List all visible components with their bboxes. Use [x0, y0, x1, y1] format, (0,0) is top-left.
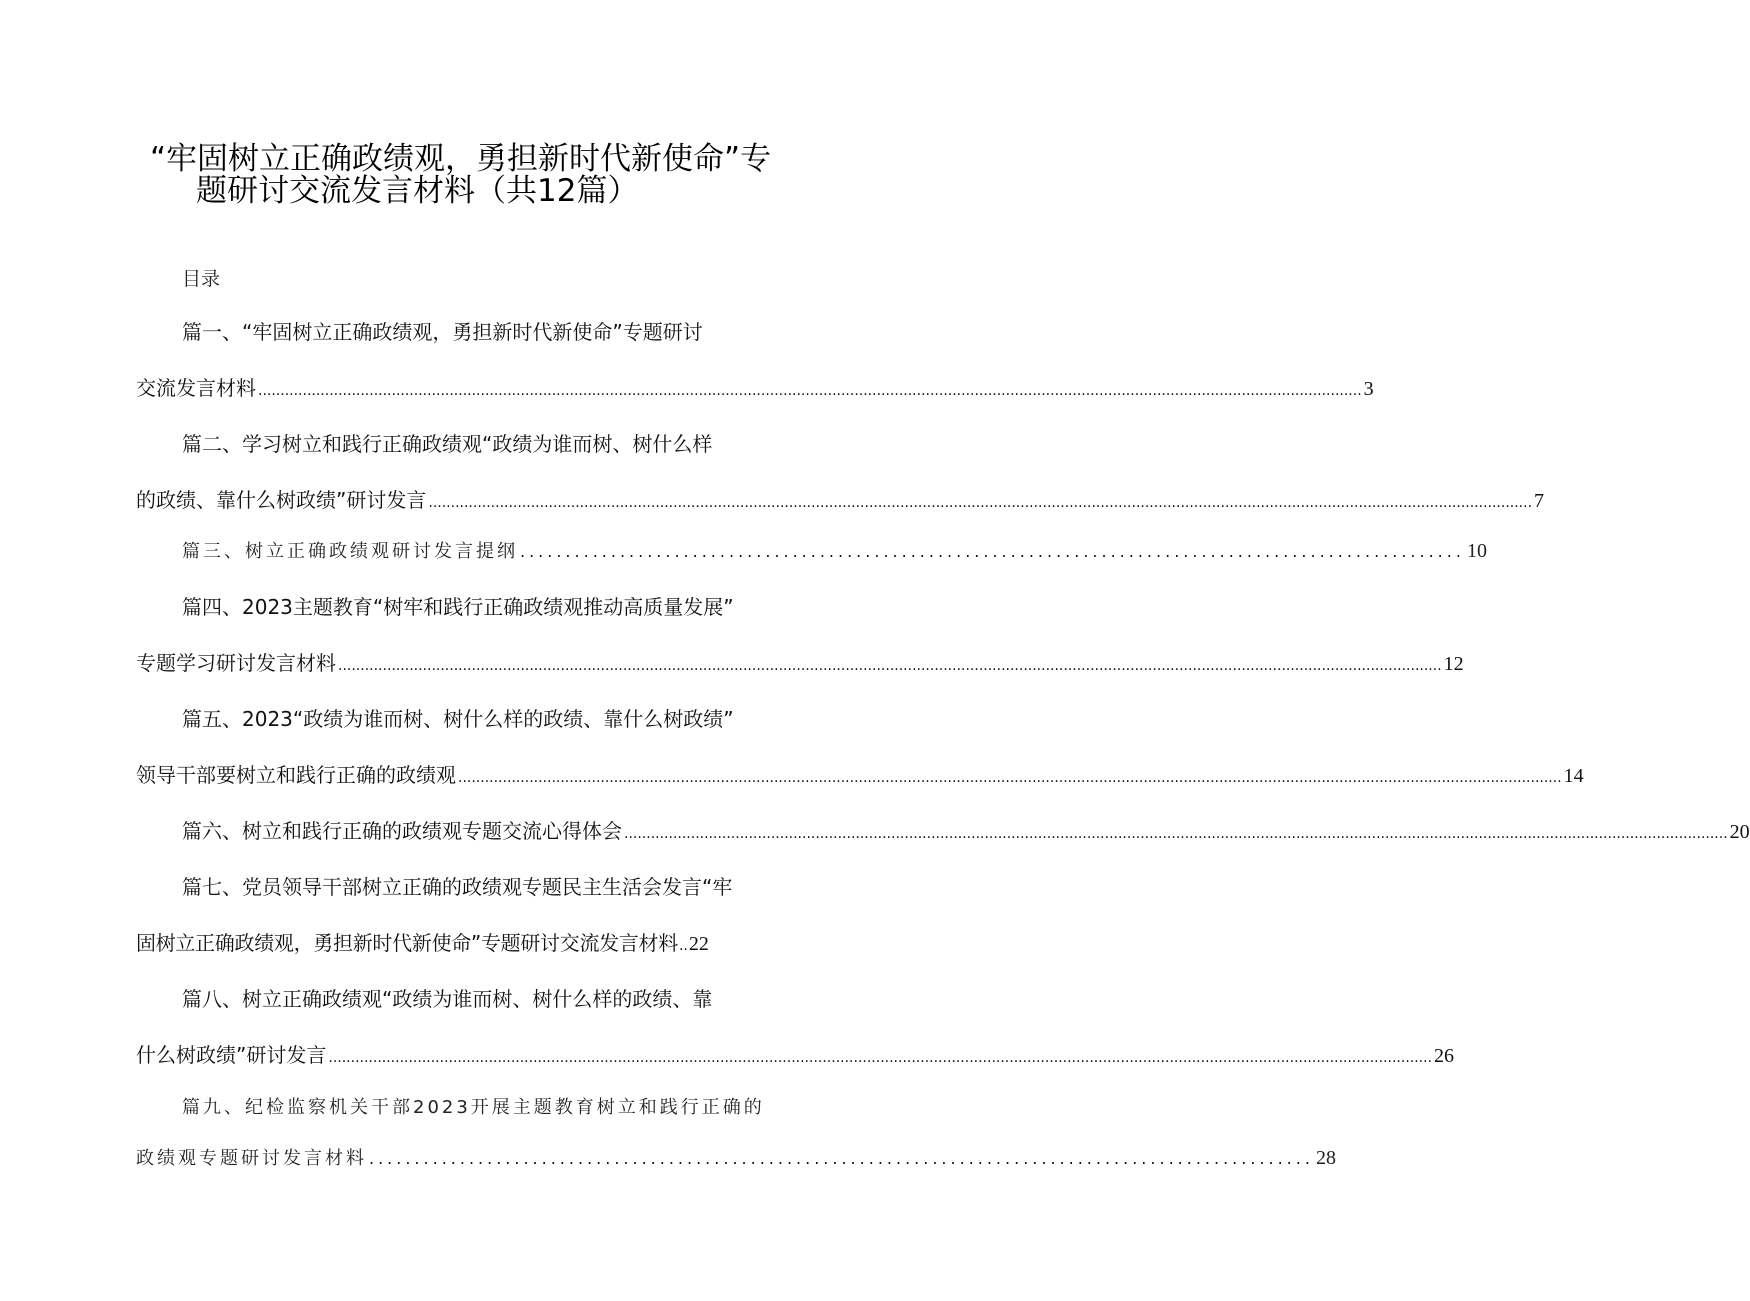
toc-entry-1-line-2[interactable]	[136, 374, 1374, 405]
dot-leader: ........................................................................................................................................................................................................................................................	[624, 826, 1728, 842]
toc-entry-9-line-1[interactable]: 篇九、纪检监察机关干部2023开展主题教育树立和践行正确的	[182, 1097, 765, 1118]
toc-page-number: 26	[1434, 1045, 1455, 1067]
toc-entry-5-line-2[interactable]	[136, 761, 1584, 792]
toc-heading: 目录	[182, 268, 221, 290]
toc-entry-4-line-1[interactable]: 篇四、2023主题教育“树牢和践行正确政绩观推动高质量发展”	[182, 595, 734, 619]
toc-entry-8-line-1[interactable]: 篇八、树立正确政绩观“政绩为谁而树、树什么样的政绩、靠	[182, 987, 713, 1011]
toc-page-number: 20	[1729, 821, 1750, 843]
toc-entry-text: 固树立正确政绩观，勇担新时代新使命”专题研讨交流发言材料	[136, 931, 678, 955]
toc-entry-4-line-2[interactable]	[136, 649, 1464, 680]
toc-page-number: 10	[1466, 540, 1487, 562]
dot-leader: ..	[678, 938, 688, 954]
dot-leader: ........................................................................................................	[369, 1149, 1314, 1168]
toc-entry-text: 专题学习研讨发言材料	[136, 651, 336, 675]
toc-entry-text: 篇六、树立和践行正确的政绩观专题交流心得体会	[182, 819, 622, 843]
toc-entry-text: 政绩观专题研讨发言材料	[136, 1148, 367, 1169]
toc-entry-7-line-1[interactable]: 篇七、党员领导干部树立正确的政绩观专题民主生活会发言“牢	[182, 875, 733, 899]
dot-leader: ........................................................................................................................................................................................................................................................	[328, 1050, 1433, 1066]
toc-entry-9-line-2[interactable]	[136, 1144, 1336, 1173]
toc-entry-6[interactable]	[182, 817, 1750, 848]
toc-entry-text: 篇三、树立正确政绩观研讨发言提纲	[182, 541, 518, 562]
dot-leader: ........................................................................................................................................................................................................................................................	[458, 770, 1562, 786]
toc-entry-2-line-1[interactable]: 篇二、学习树立和践行正确政绩观“政绩为谁而树、树什么样	[182, 432, 713, 456]
toc-entry-text: 的政绩、靠什么树政绩”研讨发言	[136, 488, 427, 512]
toc-entry-3[interactable]	[182, 537, 1487, 566]
document-title-line-2: 题研讨交流发言材料（共12篇）	[196, 173, 639, 209]
toc-entry-1-line-1[interactable]: 篇一、“牢固树立正确政绩观，勇担新时代新使命”专题研讨	[182, 320, 703, 344]
toc-entry-text: 什么树政绩”研讨发言	[136, 1043, 327, 1067]
toc-entry-8-line-2[interactable]	[136, 1041, 1455, 1072]
toc-page-number: 3	[1363, 378, 1374, 400]
dot-leader: ........................................................................................................................................................................................................................................................	[338, 658, 1442, 674]
toc-entry-text: 领导干部要树立和践行正确的政绩观	[136, 763, 456, 787]
toc-entry-text: 交流发言材料	[136, 376, 256, 400]
toc-page-number: 12	[1443, 653, 1464, 675]
toc-entry-5-line-1[interactable]: 篇五、2023“政绩为谁而树、树什么样的政绩、靠什么树政绩”	[182, 707, 734, 731]
dot-leader: ........................................................................................................................................................................................................................................................	[428, 495, 1533, 511]
toc-page-number: 28	[1315, 1147, 1336, 1169]
document-title-line-1: “牢固树立正确政绩观，勇担新时代新使命”专	[150, 141, 772, 177]
dot-leader: ........................................................................................................................................................................................................................................................	[258, 383, 1362, 399]
toc-page-number: 14	[1563, 765, 1584, 787]
toc-page-number: 22	[688, 933, 709, 955]
toc-entry-2-line-2[interactable]	[136, 486, 1545, 517]
toc-entry-7-line-2[interactable]	[136, 929, 777, 960]
dot-leader: ........................................................................................................	[520, 542, 1465, 561]
toc-page-number: 7	[1534, 490, 1545, 512]
